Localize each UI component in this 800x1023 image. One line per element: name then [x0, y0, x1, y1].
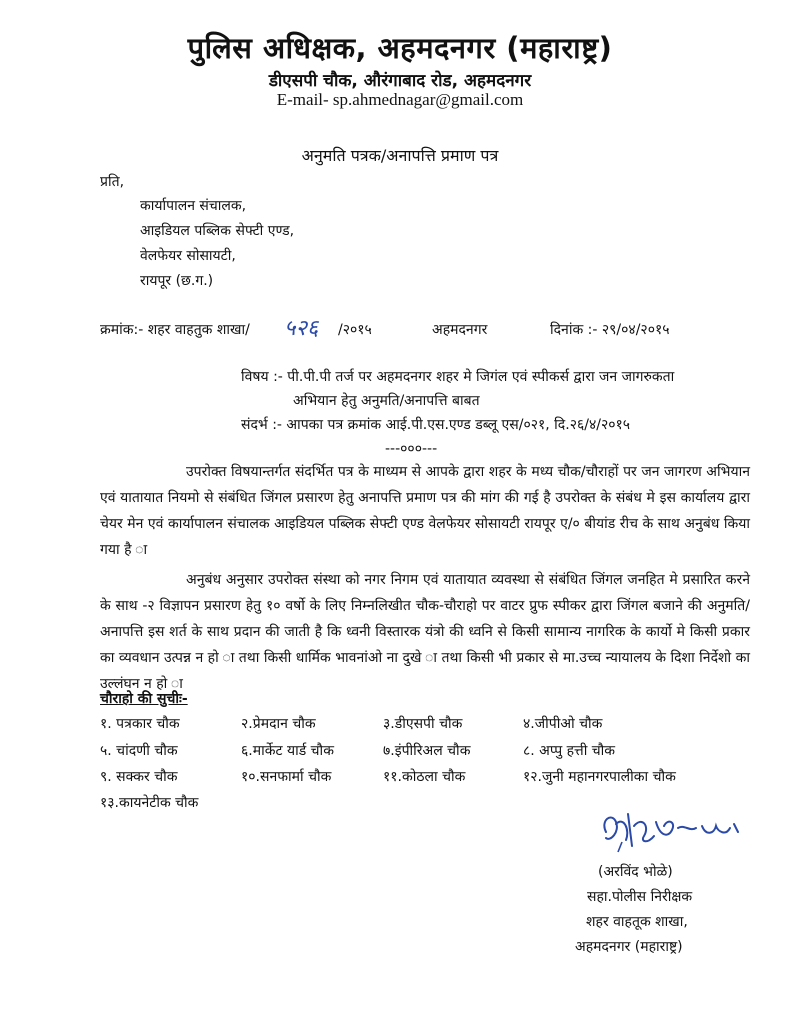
- recipient-line: कार्यापालन संचालक,: [140, 198, 247, 214]
- list-item: ९. सक्कर चौक: [100, 769, 178, 785]
- salutation: प्रति,: [100, 174, 125, 190]
- separator: ---०००---: [385, 441, 438, 457]
- list-item: ११.कोठला चौक: [383, 769, 466, 785]
- ref-suffix: /२०१५: [338, 322, 372, 338]
- signatory-city: अहमदनगर (महाराष्ट्र): [575, 939, 683, 955]
- recipient-line: आइडियल पब्लिक सेफ्टी एण्ड,: [140, 223, 295, 239]
- ref-prefix: क्रमांक:- शहर वाहतुक शाखा/: [100, 322, 250, 338]
- list-item: ३.डीएसपी चौक: [383, 716, 463, 732]
- subject-line: विषय :- पी.पी.पी तर्ज पर अहमदनगर शहर मे जिगंल एवं स्पीकर्स द्वारा जन जागरुकता: [241, 369, 675, 385]
- document-title: अनुमति पत्रक/अनापत्ति प्रमाण पत्र: [301, 146, 499, 165]
- list-item: ४.जीपीओ चौक: [523, 716, 603, 732]
- signatory-name: (अरविंद भोळे): [598, 864, 673, 880]
- list-item: १२.जुनी महानगरपालीका चौक: [523, 769, 676, 785]
- recipient-line: रायपूर (छ.ग.): [140, 273, 214, 289]
- list-item: ५. चांदणी चौक: [100, 743, 178, 759]
- list-item: १. पत्रकार चौक: [100, 716, 180, 732]
- paragraph-text: उपरोक्त विषयान्तर्गत संदर्भित पत्र के माध्यम से आपके द्वारा शहर के मध्य चौक/चौराहों पर जन जागरण अभियान एवं यातायात नियमो से संबंधित जिंगल प्रसारण हेतु अनापत्ति प्रमाण पत्र की मांग की गई है उपरोक्त के संबंध मे इस कार्यालय द्वारा चेयर मेन एवं कार्यापालन संचालक आइडियल पब्लिक सेफ्टी एण्ड वेलफेयर सोसायटी रायपूर ए/० बीयांड रीच के साथ अनुबंध किया गया है ा: [100, 464, 750, 558]
- subject-reference: संदर्भ :- आपका पत्र क्रमांक आई.पी.एस.एण्ड डब्लू एस/०२१, दि.२६/४/२०१५: [241, 417, 631, 433]
- list-item: १३.कायनेटीक चौक: [100, 795, 199, 811]
- body-paragraph-1: [100, 459, 750, 563]
- letterhead-email: E-mail- sp.ahmednagar@gmail.com: [276, 90, 524, 109]
- signatory-designation: सहा.पोलीस निरीक्षक: [587, 889, 693, 905]
- ref-place: अहमदनगर: [432, 322, 488, 338]
- list-heading: चौराहो की सुचीः-: [100, 691, 188, 707]
- signature-image: [598, 802, 758, 860]
- list-item: ७.इंपीरिअल चौक: [383, 743, 471, 759]
- list-item: ६.मार्केट यार्ड चौक: [241, 743, 334, 759]
- paragraph-text: अनुबंध अनुसार उपरोक्त संस्था को नगर निगम एवं यातायात व्यवस्था से संबंधित जिंगल जनहित मे प्रसारित करने के साथ -२ विज्ञापन प्रसारण हेतु १० वर्षो के लिए निम्नलिखीत चौक-चौराहो पर वाटर प्रुफ स्पीकर द्वारा जिंगल बजाने की अनुमति/अनापत्ति इस शर्त के साथ प्रदान की जाती है कि ध्वनी विस्तारक यंत्रो की ध्वनि से किसी सामान्य नागरिक के कार्यो मे किसी प्रकार का व्यवधान उत्पन्न न हो ा तथा किसी धार्मिक भावनांओ ना दुखे ा तथा किसी भी प्रकार से मा.उच्च न्यायालय के दिशा निर्देशो का उल्लंघन न हो ा: [100, 572, 750, 692]
- signatory-branch: शहर वाहतूक शाखा,: [586, 914, 688, 930]
- subject-line: अभियान हेतु अनुमति/अनापत्ति बाबत: [293, 393, 480, 409]
- ref-date: दिनांक :- २९/०४/२०१५: [550, 322, 670, 338]
- letterhead-address: डीएसपी चौक, औरंगाबाद रोड, अहमदनगर: [268, 71, 532, 91]
- list-item: ८. अप्पु हत्ती चौक: [523, 743, 616, 759]
- letterhead-office: पुलिस अधिक्षक, अहमदनगर (महाराष्ट्र): [187, 31, 613, 65]
- recipient-line: वेलफेयर सोसायटी,: [140, 248, 236, 264]
- list-item: १०.सनफार्मा चौक: [241, 769, 332, 785]
- list-item: २.प्रेमदान चौक: [241, 716, 316, 732]
- handwritten-number: ५२६: [284, 316, 319, 341]
- body-paragraph-2: [100, 567, 750, 697]
